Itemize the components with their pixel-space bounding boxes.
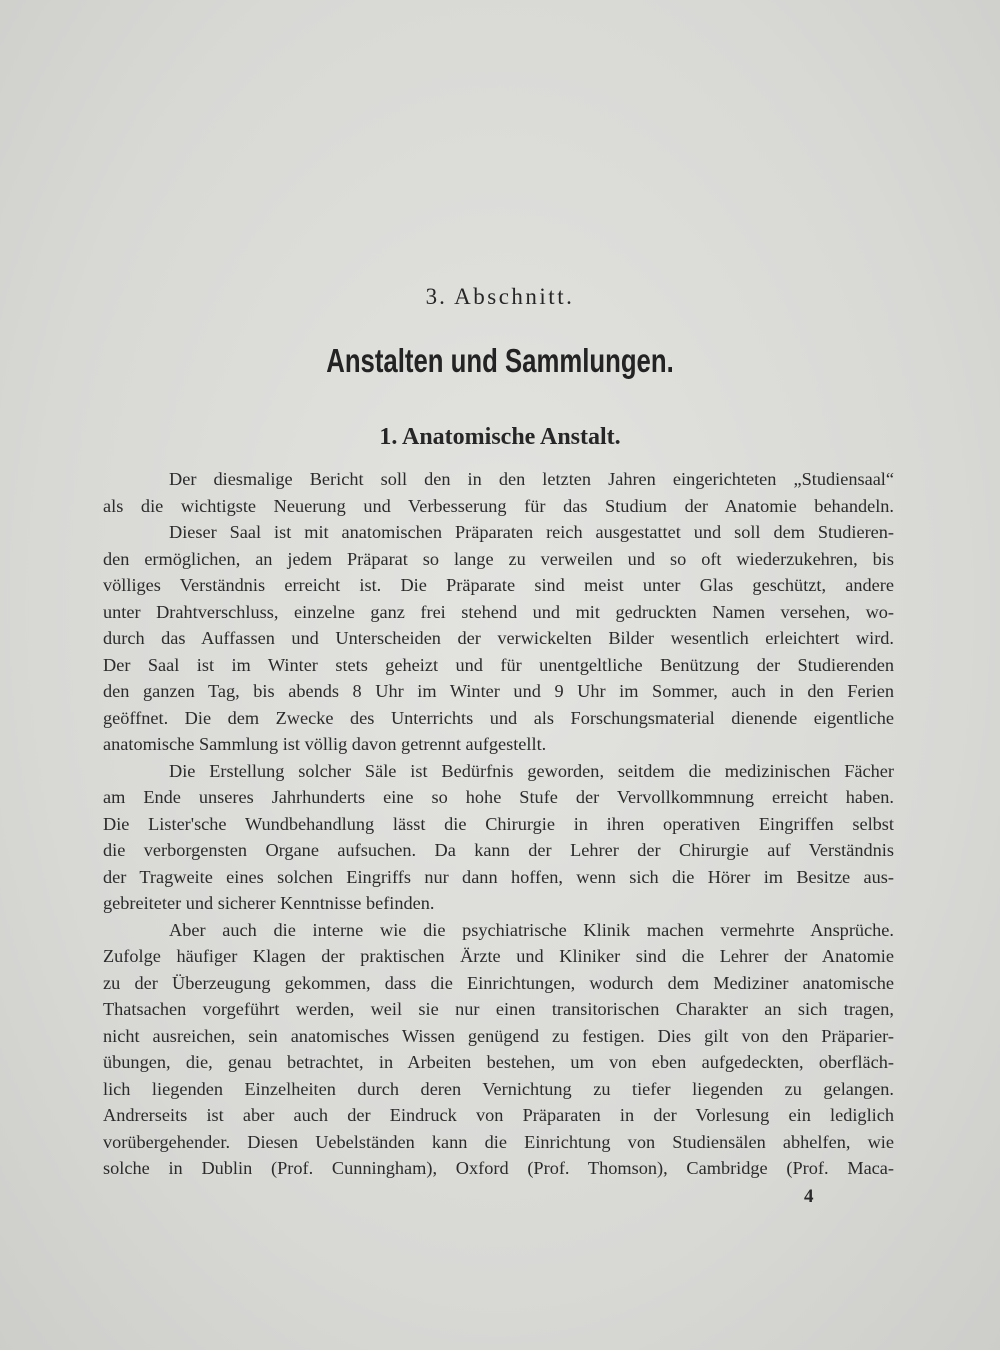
chapter-heading: 1. Anatomische Anstalt. — [379, 424, 621, 450]
text-line: durch das Auffassen und Unterscheiden der verwickelten Bilder wesentlich erleichtert wird. — [103, 628, 894, 648]
page-number: 4 — [804, 1186, 814, 1207]
text-line: Thatsachen vorgeführt werden, weil sie nur einen transitorischen Charakter an sich tragen, — [103, 999, 894, 1019]
text-line: unter Drahtverschluss, einzelne ganz frei stehend und mit gedruckten Namen versehen, wo- — [103, 601, 894, 622]
text-line: Andrerseits ist aber auch der Eindruck von Präparaten in der Vorlesung ein lediglich — [103, 1105, 894, 1125]
text-line: übungen, die, genau betrachtet, in Arbeiten bestehen, um von eben aufgedeckten, oberfläch- — [103, 1052, 894, 1072]
text-line: zu der Überzeugung gekommen, dass die Einrichtungen, wodurch dem Mediziner anatomische — [103, 972, 894, 993]
text-line: die verborgensten Organe aufsuchen. Da kann der Lehrer der Chirurgie auf Verständnis — [103, 840, 894, 860]
text-line: gebreiteter und sicherer Kenntnisse befinden. — [103, 893, 435, 913]
body-text — [103, 466, 894, 1182]
text-line: den ermöglichen, an jedem Präparat so lange zu verweilen und so oft wiederzukehren, bis — [103, 548, 894, 569]
section-label — [0, 284, 1000, 310]
text-line: als die wichtigste Neuerung und Verbesserung für das Studium der Anatomie behandeln. — [103, 495, 894, 516]
text-line: Der diesmalige Bericht soll den in den letzten Jahren eingerichteten „Studiensaal“ — [169, 469, 894, 489]
page-title: Anstalten und Sammlungen. — [326, 342, 674, 379]
text-line: Die Lister'sche Wundbehandlung lässt die Chirurgie in ihren operativen Eingriffen selbst — [103, 813, 894, 834]
section-number: 3. — [425, 284, 447, 309]
text-line: nicht ausreichen, sein anatomisches Wissen genügend zu festigen. Dies gilt von den Präparier- — [103, 1025, 894, 1046]
text-line: am Ende unseres Jahrhunderts eine so hohe Stufe der Vervollkommnung erreicht haben. — [103, 787, 894, 807]
text-line: anatomische Sammlung ist völlig davon getrennt aufgestellt. — [103, 734, 547, 754]
text-line: Zufolge häufiger Klagen der praktischen Ärzte und Kliniker sind die Lehrer der Anatomie — [103, 946, 894, 966]
text-line: völliges Verständnis erreicht ist. Die Präparate sind meist unter Glas geschützt, andere — [103, 575, 894, 595]
text-line: lich liegenden Einzelheiten durch deren Vernichtung zu tiefer liegenden zu gelangen. — [103, 1078, 894, 1099]
text-line: Aber auch die interne wie die psychiatrische Klinik machen vermehrte Ansprüche. — [169, 919, 894, 940]
text-line: Die Erstellung solcher Säle ist Bedürfnis geworden, seitdem die medizinischen Fächer — [169, 760, 894, 781]
text-line: den ganzen Tag, bis abends 8 Uhr im Winter und 9 Uhr im Sommer, auch in den Ferien — [103, 681, 894, 701]
text-line: der Tragweite eines solchen Eingriffs nur dann hoffen, wenn sich die Hörer im Besitze aus- — [103, 866, 894, 887]
text-line: Dieser Saal ist mit anatomischen Präparaten reich ausgestattet und soll dem Studieren- — [169, 522, 894, 542]
text-line: geöffnet. Die dem Zwecke des Unterrichts und als Forschungsmaterial dienende eigentliche — [103, 707, 894, 728]
text-line: vorübergehender. Diesen Uebelständen kann die Einrichtung von Studiensälen abhelfen, wie — [103, 1131, 894, 1152]
section-word: Abschnitt. — [454, 284, 575, 309]
text-line: Der Saal ist im Winter stets geheizt und für unentgeltliche Benützung der Studierenden — [103, 654, 894, 675]
text-line: solche in Dublin (Prof. Cunningham), Oxford (Prof. Thomson), Cambridge (Prof. Maca- — [103, 1158, 894, 1178]
